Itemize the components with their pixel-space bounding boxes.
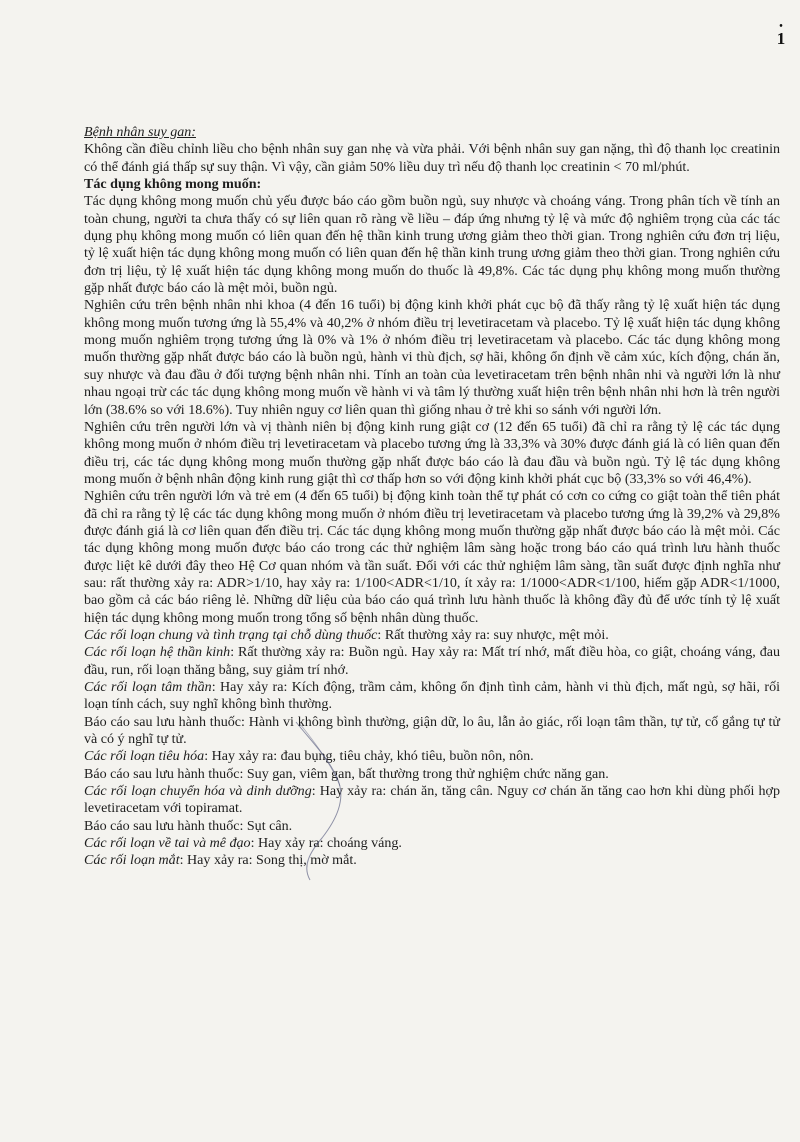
- general-disorders: [84, 627, 780, 644]
- eye-disorders: [84, 852, 780, 869]
- nervous-disorders-text: : Rất thường xảy ra: Buồn ngủ. Hay xảy ra: Mất trí nhớ, mất điều hòa, co giật, choáng váng, đau đầu, run, rối loạn thăng bằng, suy giảm trí nhớ.: [84, 644, 780, 678]
- general-disorders-label: Các rối loạn chung và tình trạng tại chỗ dùng thuốc: [84, 626, 378, 643]
- metabolism-text: : Hay xảy ra: chán ăn, tăng cân. Nguy cơ chán ăn tăng cao hơn khi dùng phối hợp levetiracetam với topiramat.: [84, 783, 780, 817]
- page-number-mark: • 1: [774, 22, 788, 46]
- gastrointestinal-text: : Hay xảy ra: đau bụng, tiêu chảy, khó tiêu, buồn nôn, nôn.: [204, 748, 534, 765]
- ear-disorders-text: : Hay xảy ra: choáng váng.: [250, 835, 402, 852]
- adverse-paragraph-4: Nghiên cứu trên người lớn và trẻ em (4 đến 65 tuổi) bị động kinh toàn thể tự phát có cơn co cứng co giật toàn thể tiên phát đã chỉ ra rằng tỷ lệ các tác dụng không mong muốn ở nhóm điều trị levetiracetam và placebo tương ứng là 39,2% và 29,8% được đánh giá là cơ liên quan đến điều trị. Các tác dụng không mong muốn thường gặp nhất được báo cáo là mệt mỏi. Các tác dụng không mong muốn được báo cáo trong các thử nghiệm lâm sàng hoặc trong báo cáo quá trình lưu hành thuốc được liệt kê dưới đây theo Hệ Cơ quan nhóm và tần suất. Đối với các thử nghiệm lâm sàng, tần suất được định nghĩa như sau: rất thường xảy ra: ADR>1/10, hay xảy ra: 1/100<ADR<1/10, ít xảy ra: 1/1000<ADR<1/100, hiếm gặp ADR<1/1000, bao gồm cả các báo riêng lẻ. Những dữ liệu của báo cáo quá trình lưu hành thuốc là không đầy đủ để ước tính tỷ lệ xuất hiện tác dụng không mong muốn trong tổng số bệnh nhân dùng thuốc.: [84, 488, 780, 626]
- gastrointestinal-postmarketing: Báo cáo sau lưu hành thuốc: Suy gan, viêm gan, bất thường trong thử nghiệm chức năng gan.: [84, 765, 609, 782]
- adverse-paragraph-3: Nghiên cứu trên người lớn và vị thành niên bị động kinh rung giật cơ (12 đến 65 tuổi) đã chỉ ra rằng tỷ lệ các tác dụng không mong muốn ở nhóm điều trị levetiracetam và placebo tương ứng là 33,3% và 30% được đánh giá là có liên quan đến điều trị, các tác dụng không mong muốn thường gặp nhất được báo cáo là đau đầu và buồn ngủ. Tỷ lệ tác dụng không mong muốn ở bệnh nhân động kinh rung giật thì cơ thấp hơn so với động kinh khởi phát cục bộ (33,3% so với 46,4%).: [84, 418, 780, 487]
- eye-disorders-label: Các rối loạn mắt: [84, 852, 180, 869]
- document-body: [84, 124, 780, 870]
- metabolism-label: Các rối loạn chuyển hóa và dinh dưỡng: [84, 783, 312, 800]
- metabolism-postmarketing: Báo cáo sau lưu hành thuốc: Sụt cân.: [84, 817, 293, 834]
- gastrointestinal-label: Các rối loạn tiêu hóa: [84, 748, 205, 765]
- nervous-disorders-label: Các rối loạn hệ thần kinh: [84, 644, 231, 661]
- adverse-effects-heading: Tác dụng không mong muốn:: [84, 176, 262, 193]
- ear-disorders-label: Các rối loạn về tai và mê đạo: [84, 835, 251, 852]
- psychiatric-disorders: [84, 679, 780, 714]
- nervous-disorders: [84, 644, 780, 679]
- adverse-paragraph-2: Nghiên cứu trên bệnh nhân nhi khoa (4 đến 16 tuổi) bị động kinh khởi phát cục bộ đã thấy rằng tỷ lệ xuất hiện tác dụng không mong muốn tương ứng là 55,4% và 40,2% ở nhóm điều trị levetiracetam và placebo. Tỷ lệ xuất hiện tác dụng không mong muốn nghiêm trọng tương ứng là 0% và 1% ở nhóm điều trị levetiracetam và placebo. Các tác dụng không mong muốn thường gặp nhất được báo cáo là buồn ngủ, hành vi thù địch, sợ hãi, không ổn định về cảm xúc, kích động, chán ăn, suy nhược và đau đầu ở đối tượng bệnh nhân nhi. Tính an toàn của levetiracetam trên bệnh nhân nhi và người lớn là như nhau ngoại trừ các tác dụng không mong muốn về hành vi và tâm lý thường xuất hiện trên bệnh nhân nhi hơn là trên người lớn (38.6% so với 18.6%). Tuy nhiên nguy cơ liên quan thì giống nhau ở trẻ khi so sánh với người lớn.: [84, 297, 780, 418]
- metabolism-disorders: [84, 783, 780, 818]
- ear-disorders: [84, 835, 780, 852]
- hepatic-paragraph: Không cần điều chỉnh liều cho bệnh nhân suy gan nhẹ và vừa phải. Với bệnh nhân suy gan nặng, thì độ thanh lọc creatinin có thể đánh giá thấp sự suy thận. Vì vậy, cần giảm 50% liều duy trì nếu độ thanh lọc creatinin < 70 ml/phút.: [84, 141, 780, 175]
- general-disorders-text: : Rất thường xảy ra: suy nhược, mệt mỏi.: [377, 626, 609, 643]
- hepatic-heading: Bệnh nhân suy gan:: [84, 124, 196, 140]
- psychiatric-postmarketing: Báo cáo sau lưu hành thuốc: Hành vi không bình thường, giận dữ, lo âu, lẫn ảo giác, rối loạn tâm thần, tự tử, cố gắng tự tử và có ý nghĩ tự tử.: [84, 713, 780, 748]
- adverse-paragraph-1: Tác dụng không mong muốn chủ yếu được báo cáo gồm buồn ngủ, suy nhược và choáng váng. Trong phân tích về tính an toàn chung, người ta chưa thấy có sự liên quan rõ ràng về liều – đáp ứng nhưng tỷ lệ và mức độ nghiêm trọng của các tác dụng phụ không mong muốn có liên quan đến hệ thần kinh trung ương giảm theo thời gian. Trong nghiên cứu đơn trị liệu, tỷ lệ xuất hiện tác dụng không mong muốn có liên quan đến hệ thần kinh trung ương giảm theo thời gian. Trong nghiên cứu đơn trị liệu, tỷ lệ xuất hiện tác dụng không mong muốn do thuốc là 49,8%. Các tác dụng phụ không mong muốn thường gặp nhất được báo cáo là mệt mỏi, buồn ngủ.: [84, 193, 780, 297]
- psychiatric-disorders-label: Các rối loạn tâm thần: [84, 679, 212, 695]
- psychiatric-disorders-text: : Hay xảy ra: Kích động, trầm cảm, không ổn định tình cảm, hành vi thù địch, mất ngủ, sợ hãi, rối loạn tính cách, suy nghĩ không bình thường.: [84, 679, 780, 713]
- eye-disorders-text: : Hay xảy ra: Song thị, mờ mắt.: [179, 852, 357, 869]
- page-number: 1: [776, 29, 786, 48]
- gastrointestinal-disorders: [84, 748, 780, 765]
